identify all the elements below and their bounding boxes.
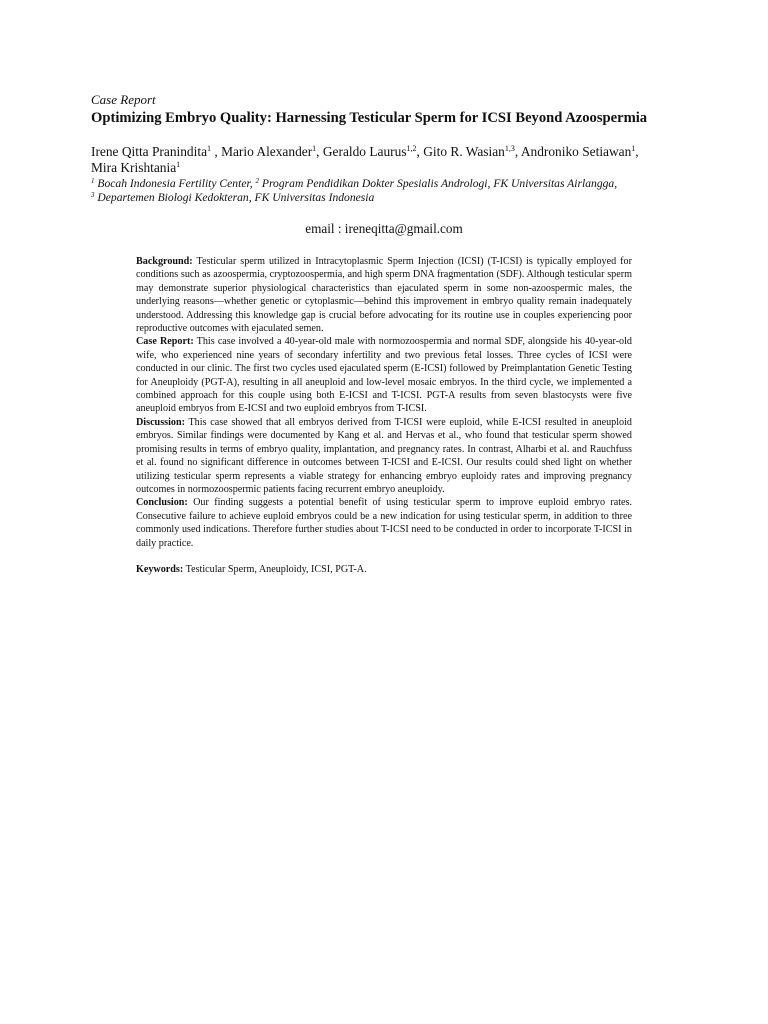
affiliation-mark: 3 [91,191,95,199]
keywords [136,563,632,576]
author-separator: , [316,144,323,159]
author-name: Androniko Setiawan [520,144,632,159]
affiliation-line [91,191,691,205]
author-affiliation-mark: 1 [176,160,181,169]
author-separator: , [211,144,222,159]
author-name: Gito R. Wasian [423,144,505,159]
article-type: Case Report [91,92,156,107]
affiliation-text: Bocah Indonesia Fertility Center, [94,177,256,190]
author-list [91,144,666,176]
section-text: Testicular sperm utilized in Intracytoplasmic Sperm Injection (ICSI) (T-ICSI) is typically employed for conditions such as azoospermia, cryptozoospermia, and high sperm DNA fragmentation (SDF). Although testicular sperm may demonstrate superior physiological characteristics than ejaculated sperm in some non-azoospermic males, the underlying reasons—whether genetic or cytoplasmic—behind this improvement in embryo quality remain inadequately understood. Addressing this knowledge gap is crucial before advocating for its routine use in couples experiencing poor reproductive outcomes with ejaculated semen. [136,256,632,335]
affiliation-text: Departemen Biologi Kedokteran, FK Universitas Indonesia [94,191,375,204]
author-name: Mario Alexander [221,144,313,159]
author-separator: , [635,144,639,159]
affiliation-text: Program Pendidikan Dokter Spesialis Andrologi, FK Universitas Airlangga, [259,177,618,190]
section-label: Background: [136,256,193,267]
author-affiliation-mark: 1 [312,144,317,153]
author-separator: , [514,144,521,159]
affiliation-line [91,177,691,191]
section-text: Testicular Sperm, Aneuploidy, ICSI, PGT-A. [183,563,367,575]
author-affiliation-mark: 1,3 [504,144,515,153]
affiliation-mark: 2 [255,177,259,185]
section-label: Keywords: [136,563,184,575]
author-name: Geraldo Laurus [322,144,407,159]
abstract-background [136,255,632,335]
paper-header [91,92,691,205]
abstract-case-report [136,335,632,415]
author-name: Irene Qitta Pranindita [91,144,208,159]
abstract-conclusion [136,496,632,550]
author-affiliation-mark: 1,2 [406,144,417,153]
section-text: This case showed that all embryos derived from T-ICSI were euploid, while E-ICSI resulted in aneuploid embryos. Similar findings were documented by Kang et al. and Hervas et al., who found that testicular sperm showed promising results in terms of embryo quality, implantation, and pregnancy rates. In contrast, Alharbi et al. and Rauchfuss et al. found no significant difference in outcomes between T-ICSI and E-ICSI. Our results could shed light on whether utilizing testicular sperm represents a viable strategy for enhancing embryo euploidy rates and improving pregnancy outcomes in normozoospermic patients facing recurrent embryo aneuploidy. [136,416,632,495]
corresponding-email: email : ireneqitta@gmail.com [305,221,463,236]
section-label: Conclusion: [136,497,188,509]
abstract-discussion [136,416,632,496]
section-text: Our finding suggests a potential benefit of using testicular sperm to improve euploid embryo rates. Consecutive failure to achieve euploid embryos could be a new indication for using testicular sperm, in addition to three commonly used indications. Therefore further studies about T-ICSI need to be conducted in order to incorporate T-ICSI in daily practice. [136,497,632,549]
author-affiliation-mark: 1 [631,144,636,153]
section-label: Discussion: [136,416,185,428]
author-separator: , [416,144,424,159]
author-name: Mira Krishtania [91,160,177,175]
author-affiliation-mark: 1 [207,144,212,153]
affiliation-mark: 1 [91,177,95,185]
section-label: Case Report: [136,336,194,348]
abstract [136,255,632,576]
section-text: This case involved a 40-year-old male with normozoospermia and normal SDF, alongside his 40-year-old wife, who experienced nine years of secondary infertility and two previous fetal losses. Three cycles of ICSI were conducted in our clinic. The first two cycles used ejaculated sperm (E-ICSI) followed by Preimplantation Genetic Testing for Aneuploidy (PGT-A), resulting in all aneuploid and low-level mosaic embryos. In the third cycle, we implemented a combined approach for this couple using both E-ICSI and T-ICSI. PGT-A results from seven blastocysts were five aneuploid embryos from E-ICSI and two euploid embryos from T-ICSI. [136,336,632,415]
affiliation-list [91,177,691,205]
paper-title: Optimizing Embryo Quality: Harnessing Testicular Sperm for ICSI Beyond Azoospermia [91,110,648,126]
